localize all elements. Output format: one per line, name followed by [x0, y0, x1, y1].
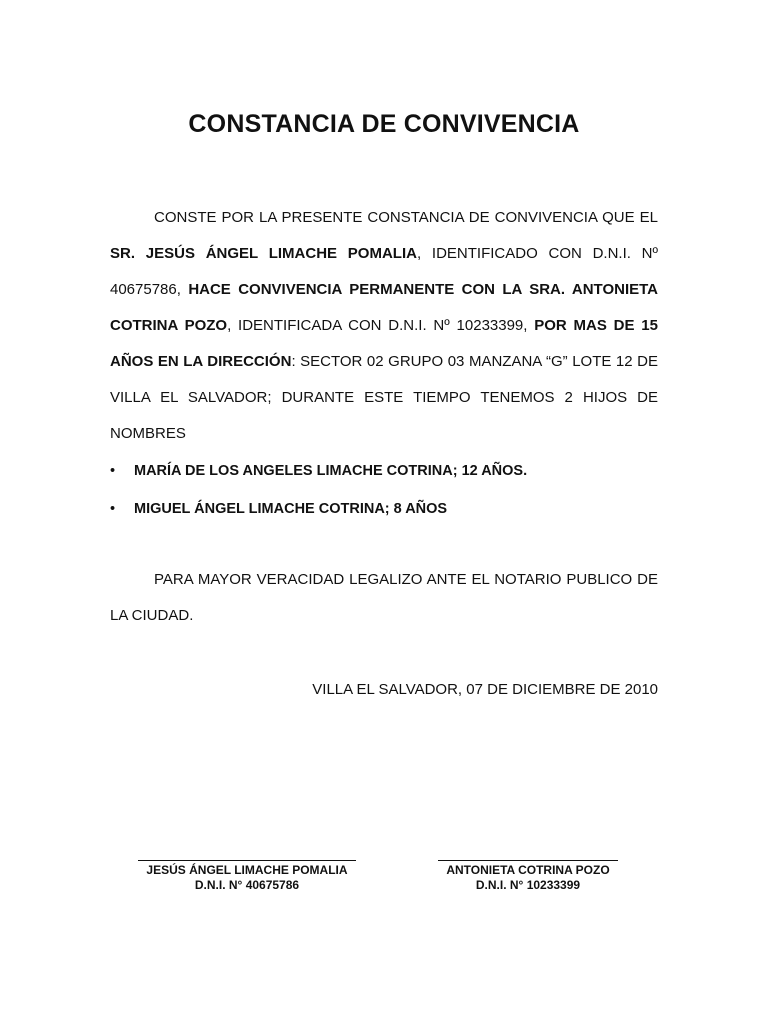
- signature-block-1: [138, 860, 356, 893]
- statement-bold-2: HACE CONVIVENCIA PERMANENTE CON LA SRA. ANTONIETA COTRINA POZO: [110, 281, 658, 334]
- child-entry: MARÍA DE LOS ANGELES LIMACHE COTRINA; 12 AÑOS.: [134, 463, 528, 479]
- statement-bold-3: POR MAS DE 15 AÑOS EN LA DIRECCIÓN: [110, 317, 658, 370]
- closing-paragraph: [110, 562, 658, 634]
- signature-name: JESÚS ÁNGEL LIMACHE POMALIA: [146, 863, 348, 877]
- bullet-icon: •: [110, 463, 116, 479]
- paragraph-statement: [110, 200, 658, 452]
- signature-block-2: [438, 860, 618, 893]
- list-item: [110, 452, 658, 490]
- statement-text-3: , IDENTIFICADA CON D.N.I. Nº 10233399,: [227, 317, 535, 334]
- list-item: [110, 490, 658, 528]
- signature-dni: D.N.I. N° 40675786: [194, 878, 300, 892]
- signature-name: ANTONIETA COTRINA POZO: [446, 863, 610, 877]
- statement-text-4: : SECTOR 02 GRUPO 03 MANZANA “G” LOTE 12 DE VILLA EL SALVADOR; DURANTE ESTE TIEMPO TENEMOS 2 HIJOS DE NOMBRES: [110, 353, 658, 442]
- main-paragraph: [110, 200, 658, 452]
- statement-text-1: CONSTE POR LA PRESENTE CONSTANCIA DE CONVIVENCIA QUE EL: [154, 209, 658, 226]
- children-list: [110, 452, 658, 528]
- statement-bold-1: SR. JESÚS ÁNGEL LIMACHE POMALIA: [110, 245, 417, 262]
- document-title: CONSTANCIA DE CONVIVENCIA: [188, 110, 580, 138]
- statement-text-2: , IDENTIFICADO CON D.N.I. Nº 40675786,: [110, 245, 658, 298]
- signature-dni: D.N.I. N° 10233399: [475, 878, 581, 892]
- signature-line: [438, 860, 618, 861]
- bullet-icon: •: [110, 501, 116, 517]
- signature-line: [138, 860, 356, 861]
- date-line: VILLA EL SALVADOR, 07 DE DICIEMBRE DE 2010: [312, 681, 658, 698]
- closing-text: PARA MAYOR VERACIDAD LEGALIZO ANTE EL NOTARIO PUBLICO DE LA CIUDAD.: [110, 571, 658, 624]
- child-entry: MIGUEL ÁNGEL LIMACHE COTRINA; 8 AÑOS: [134, 501, 448, 517]
